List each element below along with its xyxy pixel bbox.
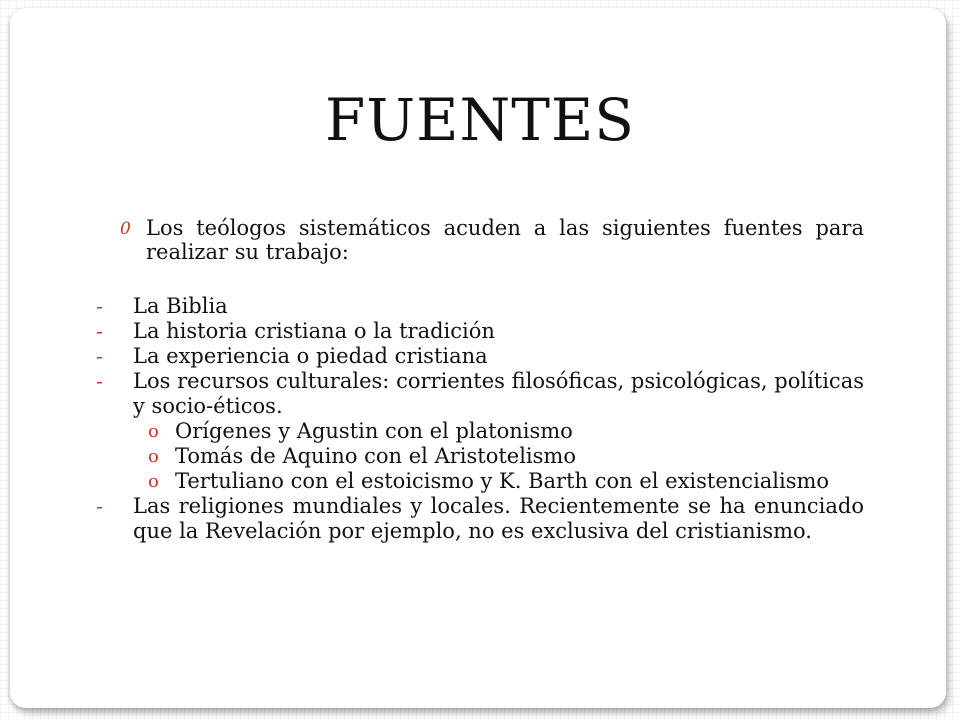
list-item-text: Los recursos culturales: corrientes filosóficas, psicológicas, políticas y socio-éticos. [133, 369, 864, 418]
circle-bullet: o [148, 421, 159, 442]
list-item-text: La historia cristiana o la tradición [133, 319, 495, 343]
sub-list-item-text: Tomás de Aquino con el Aristotelismo [175, 444, 576, 468]
intro-paragraph: Los teólogos sistemáticos acuden a las siguientes fuentes para realizar su trabajo: [146, 216, 864, 264]
sub-list-item [96, 469, 864, 494]
sub-list-item [96, 419, 864, 444]
list-item-text: Las religiones mundiales y locales. Recientemente se ha enunciado que la Revelación por ejemplo, no es exclusiva del cristianismo. [133, 494, 864, 543]
list-item [96, 369, 864, 419]
list-item-text: La experiencia o piedad cristiana [133, 344, 488, 368]
sub-list-item [96, 444, 864, 469]
list-item-text: La Biblia [133, 294, 228, 318]
dash-bullet: - [96, 294, 103, 318]
list-item [96, 344, 864, 369]
intro-bullet: 0 [120, 219, 131, 239]
dash-bullet: - [96, 344, 103, 368]
dash-bullet: - [96, 319, 103, 343]
dash-bullet: - [96, 369, 103, 393]
list-item [96, 294, 864, 319]
circle-bullet: o [148, 446, 159, 467]
sub-list-item-text: Tertuliano con el estoicismo y K. Barth con el existencialismo [175, 469, 830, 493]
dash-bullet: - [96, 494, 103, 518]
list-item [96, 494, 864, 544]
sub-list-item-text: Orígenes y Agustin con el platonismo [175, 419, 573, 443]
circle-bullet: o [148, 471, 159, 492]
list-item [96, 319, 864, 344]
slide-title: FUENTES [325, 86, 635, 154]
sources-list [96, 294, 864, 544]
